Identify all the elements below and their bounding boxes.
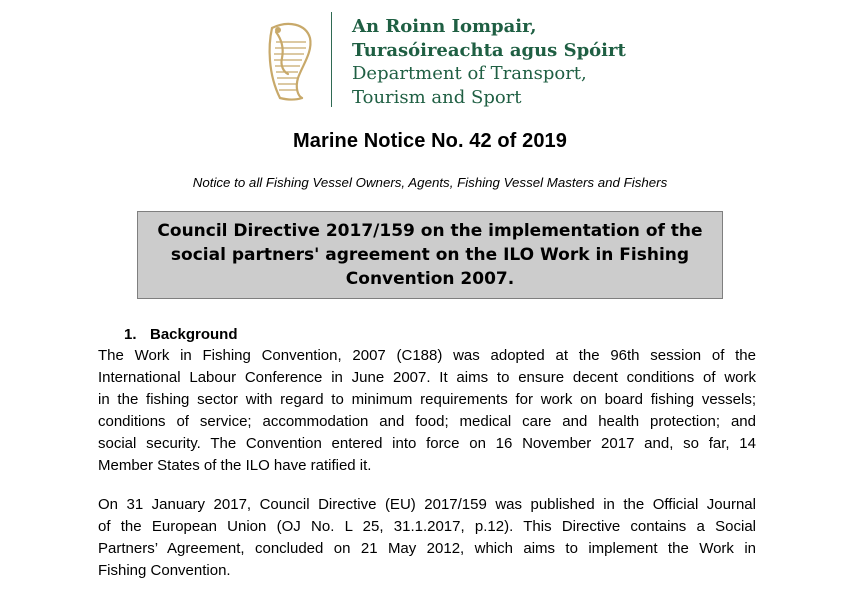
paragraph-line: conditions of service; accommodation and food; medical care and health protection; and <box>98 413 756 430</box>
paragraph-line: International Labour Conference in June 2007. It aims to ensure decent conditions of work <box>98 369 756 386</box>
dept-line-irish-1: An Roinn Iompair, <box>352 16 537 37</box>
dept-line-english-2: Tourism and Sport <box>352 86 522 108</box>
directive-title-line: Council Directive 2017/159 on the implementation of the <box>157 221 703 241</box>
directive-title-line: Convention 2007. <box>345 269 515 289</box>
notice-audience: Notice to all Fishing Vessel Owners, Agents, Fishing Vessel Masters and Fishers <box>192 175 668 190</box>
notice-title: Marine Notice No. 42 of 2019 <box>292 130 567 152</box>
harp-emblem-icon <box>258 18 320 102</box>
paragraph-line: in the fishing sector with regard to minimum requirements for work on board fishing vessels; <box>98 391 756 408</box>
paragraph-line: Member States of the ILO have ratified it. <box>98 457 372 474</box>
paragraph-line: The Work in Fishing Convention, 2007 (C188) was adopted at the 96th session of the <box>98 347 756 364</box>
paragraph-line: Partners’ Agreement, concluded on 21 May 2012, which aims to implement the Work in <box>98 540 756 557</box>
paragraph-background-2 <box>98 494 756 582</box>
paragraph-background-1 <box>98 345 756 477</box>
directive-box <box>137 211 723 299</box>
header-divider <box>331 12 332 107</box>
paragraph-line: social security. The Convention entered into force on 16 November 2017 and, so far, 14 <box>98 435 756 452</box>
paragraph-line: On 31 January 2017, Council Directive (EU) 2017/159 was published in the Official Journal <box>98 496 756 513</box>
department-name <box>352 15 626 109</box>
paragraph-line: of the European Union (OJ No. L 25, 31.1.2017, p.12). This Directive contains a Social <box>98 518 756 535</box>
section-number: 1. <box>124 326 137 343</box>
section-title: Background <box>150 326 238 343</box>
directive-title <box>150 219 710 291</box>
section-heading <box>124 326 238 343</box>
paragraph-line: Fishing Convention. <box>98 562 231 579</box>
dept-line-english-1: Department of Transport, <box>352 63 587 84</box>
directive-title-line: social partners' agreement on the ILO Work in Fishing <box>170 245 690 265</box>
dept-line-irish-2: Turasóireachta agus Spóirt <box>352 39 626 61</box>
